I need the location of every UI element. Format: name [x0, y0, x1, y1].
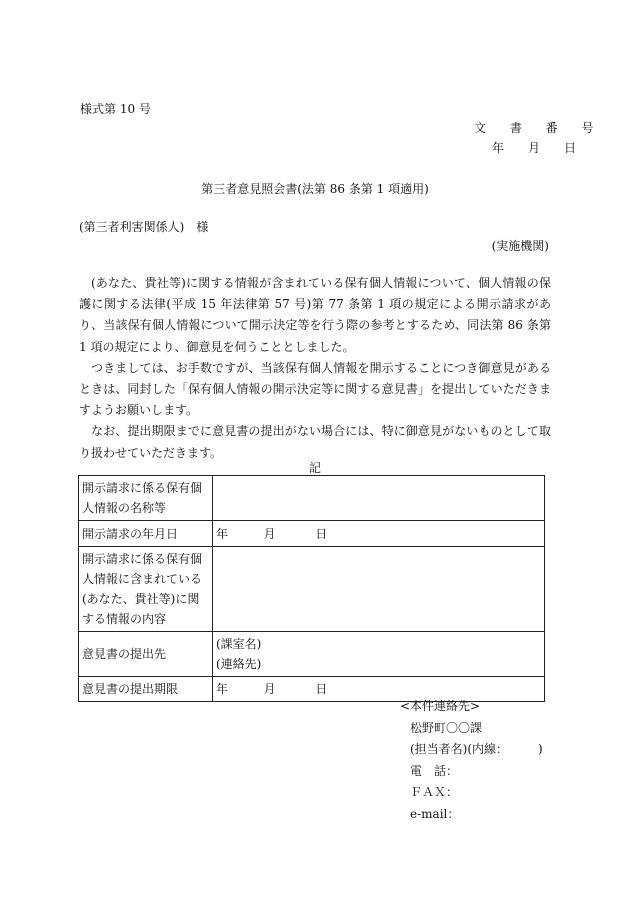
- table-label-submission-deadline: 意見書の提出期限: [79, 677, 213, 702]
- addressee: (第三者利害関係人) 様: [79, 220, 209, 234]
- month-label: 月: [263, 526, 276, 541]
- contact-email: e-mail：: [410, 806, 460, 821]
- table-label-request-date: 開示請求の年月日: [79, 521, 213, 547]
- table-row: [79, 547, 545, 632]
- year-label: 年: [216, 682, 229, 696]
- document-number-label: 文 書 番 号: [474, 121, 604, 135]
- table-row: [79, 632, 545, 677]
- body-paragraph-2: つきましては、お手数ですが、当該保有個人情報を開示することにつき御意見があるときは、同封した「保有個人情報の開示決定等に関する意見書」を提出していただきますようお願いします。: [79, 360, 551, 418]
- sender-organization: (実施機関): [491, 239, 549, 253]
- day-label: 日: [315, 682, 328, 696]
- day-label: 日: [315, 526, 328, 541]
- table-value-info-content: [213, 547, 545, 632]
- body-paragraph-1: (あなた、貴社等)に関する情報が含まれている保有個人情報について、個人情報の保護に関する法律(平成 15 年法律第 57 号)第 77 条第 1 項の規定による開示請求があり、当該保有個人情報について開示決定等を行う際の参考とするため、同法第 86 条第 1 項の規定により、御意見を伺うこととしました。: [79, 276, 551, 354]
- table-label-submission-destination: 意見書の提出先: [79, 632, 213, 677]
- form-number: 様式第 10 号: [80, 102, 151, 116]
- table-value-requested-info-name: [213, 476, 545, 521]
- contact-heading: <本件連絡先>: [400, 699, 481, 713]
- table-row: [79, 521, 545, 547]
- contact-person: (担当者名)(内線： ): [410, 742, 543, 756]
- section-name-label: (課室名): [216, 637, 262, 651]
- contact-office: 松野町〇〇課: [410, 720, 483, 735]
- contact-fax: ＦＡＸ：: [410, 785, 459, 799]
- table-value-submission-destination: [213, 632, 545, 677]
- table-label-requested-info-name: 開示請求に係る保有個人情報の名称等: [79, 476, 213, 521]
- month-label: 月: [263, 682, 276, 696]
- body-paragraph-3: なお、提出期限までに意見書の提出がない場合には、特に御意見がないものとして取り扱わせていただきます。: [79, 424, 551, 460]
- contact-label: (連絡先): [216, 657, 262, 671]
- table-value-request-date: [213, 521, 545, 547]
- year-label: 年: [216, 526, 229, 541]
- body-text: [79, 273, 551, 464]
- document-title: 第三者意見照会書(法第 86 条第 1 項適用): [201, 182, 429, 196]
- ki-heading: 記: [308, 461, 321, 475]
- info-table: [78, 475, 545, 702]
- contact-phone: 電 話：: [410, 763, 459, 778]
- contact-block: [400, 696, 543, 825]
- table-row: [79, 476, 545, 521]
- document-date-label: 年 月 日: [492, 141, 583, 155]
- table-label-info-content: 開示請求に係る保有個人情報に含まれている(あなた、貴社等)に関する情報の内容: [79, 547, 213, 632]
